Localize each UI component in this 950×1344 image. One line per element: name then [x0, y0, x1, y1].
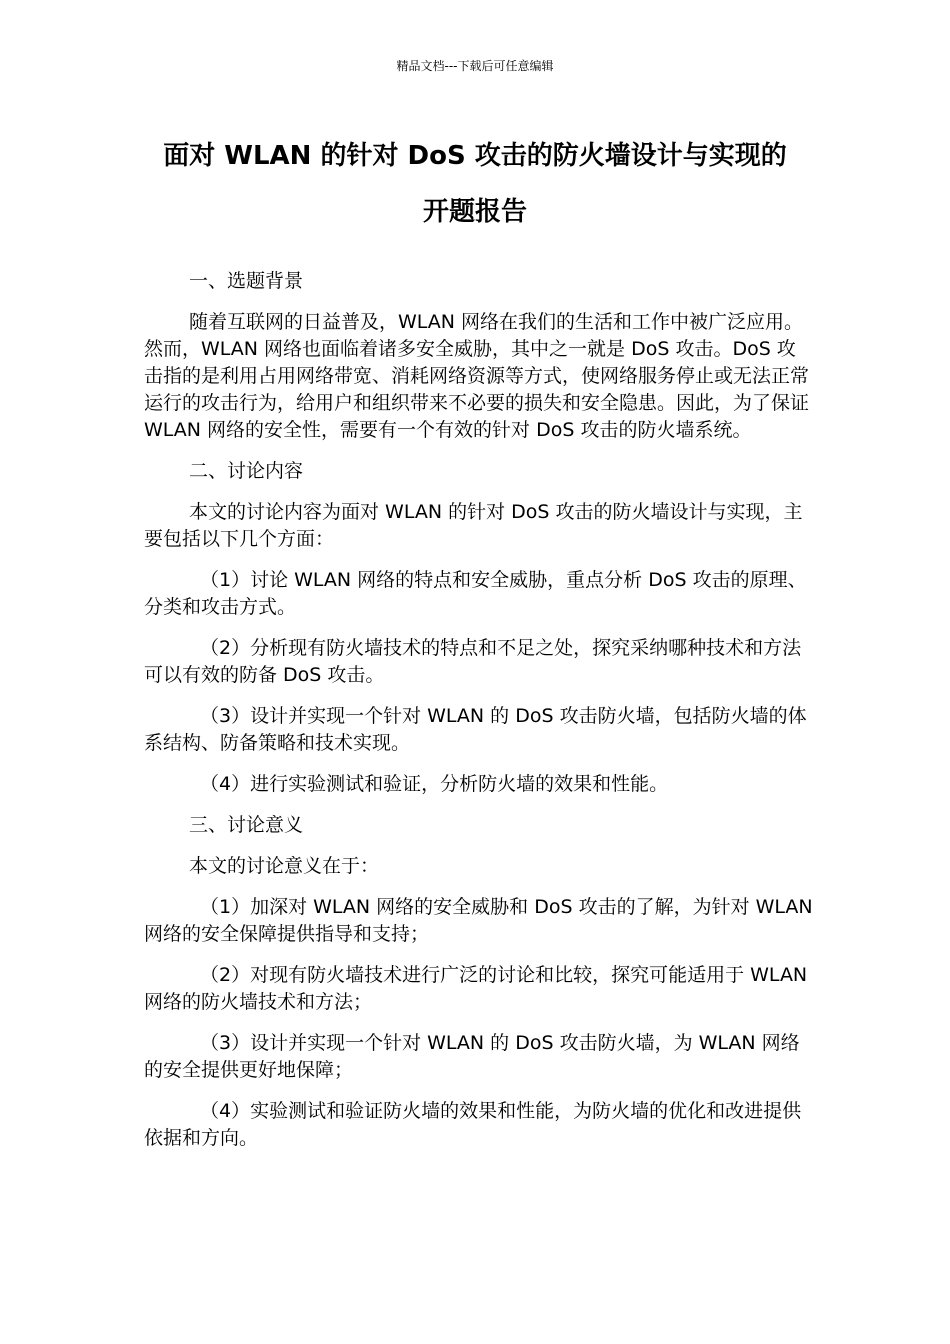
background-paragraph: 随着互联网的日益普及，WLAN 网络在我们的生活和工作中被广泛应用。然而，WLAN 网络也面临着诸多安全威胁，其中之一就是 DoS 攻击。DoS 攻击指的是利用占用网络带宽、消耗网络资源等方式，使网络服务停止或无法正常运行的攻击行为，给用户和组织带来不必要的损失和安全隐患。因此，为了保证 WLAN 网络的安全性，需要有一个有效的针对 DoS 攻击的防火墙系统。 [144, 311, 810, 441]
significance-list-item: （2）对现有防火墙技术进行广泛的讨论和比较，探究可能适用于 WLAN 网络的防火墙技术和方法； [144, 964, 808, 1013]
content-list-item: （2）分析现有防火墙技术的特点和不足之处，探究采纳哪种技术和方法可以有效的防备 DoS 攻击。 [144, 637, 802, 686]
content-list-item: （4）进行实验测试和验证，分析防火墙的效果和性能。 [200, 773, 669, 795]
significance-list-item: （4）实验测试和验证防火墙的效果和性能，为防火墙的优化和改进提供依据和方向。 [144, 1100, 802, 1149]
significance-list-item: （1）加深对 WLAN 网络的安全威胁和 DoS 攻击的了解，为针对 WLAN 网络的安全保障提供指导和支持； [144, 896, 813, 945]
page-header-watermark: 精品文档---下载后可任意编辑 [396, 59, 554, 73]
content-list-item: （3）设计并实现一个针对 WLAN 的 DoS 攻击防火墙，包括防火墙的体系结构、防备策略和技术实现。 [144, 705, 807, 754]
document-title [120, 128, 830, 240]
document-body [144, 268, 814, 1166]
content-intro-paragraph: 本文的讨论内容为面对 WLAN 的针对 DoS 攻击的防火墙设计与实现，主要包括以下几个方面： [144, 501, 803, 550]
significance-intro-paragraph: 本文的讨论意义在于： [189, 855, 380, 877]
document-title-line-1: 面对 WLAN 的针对 DoS 攻击的防火墙设计与实现的 [163, 141, 787, 171]
section-heading-background: 一、选题背景 [189, 270, 304, 292]
significance-list-item: （3）设计并实现一个针对 WLAN 的 DoS 攻击防火墙，为 WLAN 网络的安全提供更好地保障； [144, 1032, 800, 1081]
document-title-line-2: 开题报告 [422, 197, 527, 227]
content-list-item: （1）讨论 WLAN 网络的特点和安全威胁，重点分析 DoS 攻击的原理、分类和攻击方式。 [144, 569, 807, 618]
section-heading-content: 二、讨论内容 [189, 460, 304, 482]
section-heading-significance: 三、讨论意义 [189, 814, 304, 836]
